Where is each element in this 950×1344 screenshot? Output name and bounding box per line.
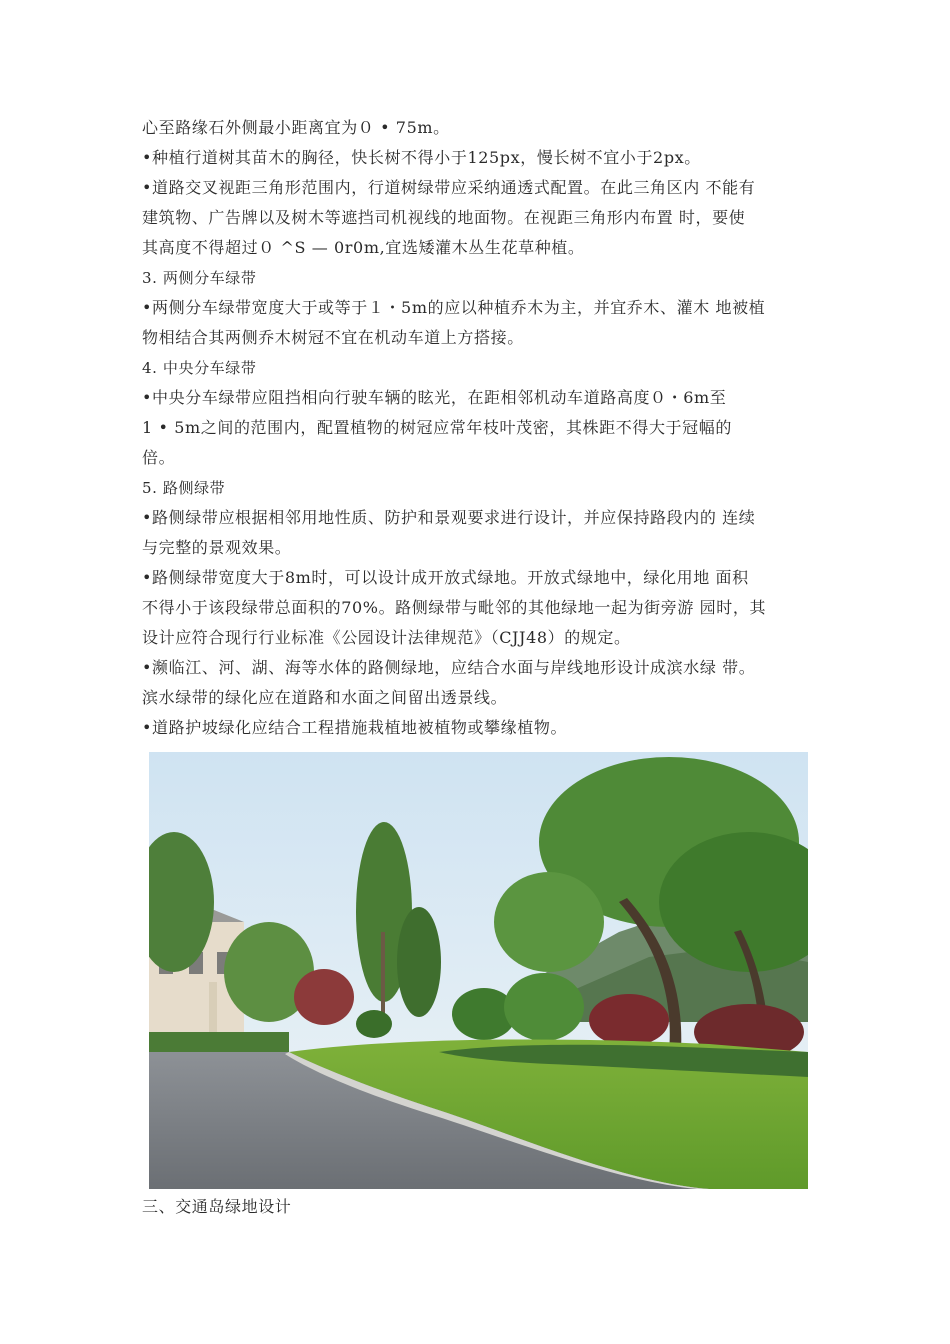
text-line: 物相结合其两侧乔木树冠不宜在机动车道上方搭接。 <box>142 328 524 347</box>
text-line: •道路交叉视距三角形范围内，行道树绿带应采纳通透式配置。在此三角区内 不能有 <box>142 178 756 197</box>
roadside-greenbelt-photo <box>149 752 808 1189</box>
text-line: 1 • 5m之间的范围内，配置植物的树冠应常年枝叶茂密，其株距不得大于冠幅的 <box>142 418 732 437</box>
section-title: 三、交通岛绿地设计 <box>142 1197 292 1216</box>
text-line: 与完整的景观效果。 <box>142 538 292 557</box>
text-line: 不得小于该段绿带总面积的70%。路侧绿带与毗邻的其他绿地一起为街旁游 园时，其 <box>142 598 767 617</box>
text-line: •两侧分车绿带宽度大于或等于１・5m的应以种植乔木为主，并宜乔木、灌木 地被植 <box>142 298 766 317</box>
subheading: 5. 路侧绿带 <box>142 479 226 497</box>
text-line: •道路护坡绿化应结合工程措施栽植地被植物或攀缘植物。 <box>142 718 568 737</box>
subheading: 3. 两侧分车绿带 <box>142 269 257 287</box>
text-line: 倍。 <box>142 448 176 467</box>
text-line: 设计应符合现行行业标准《公园设计法律规范》（CJJ48）的规定。 <box>142 628 631 647</box>
text-line: •路侧绿带宽度大于8m时，可以设计成开放式绿地。开放式绿地中，绿化用地 面积 <box>142 568 749 587</box>
text-line: •中央分车绿带应阻挡相向行驶车辆的眩光，在距相邻机动车道路高度０・6m至 <box>142 388 727 407</box>
subheading: 4. 中央分车绿带 <box>142 359 257 377</box>
text-line: •种植行道树其苗木的胸径，快长树不得小于125px，慢长树不宜小于2px。 <box>142 148 701 167</box>
text-line: 建筑物、广告牌以及树木等遮挡司机视线的地面物。在视距三角形内布置 时，要使 <box>142 208 746 227</box>
body-text <box>142 113 818 743</box>
text-line: 滨水绿带的绿化应在道路和水面之间留出透景线。 <box>142 688 508 707</box>
text-line: 心至路缘石外侧最小距离宜为０ • 75m。 <box>142 118 450 137</box>
text-line: •路侧绿带应根据相邻用地性质、防护和景观要求进行设计，并应保持路段内的 连续 <box>142 508 756 527</box>
text-line: •濒临江、河、湖、海等水体的路侧绿地，应结合水面与岸线地形设计成滨水绿 带。 <box>142 658 756 677</box>
text-line: 其高度不得超过０ ^S — 0r0m,宜选矮灌木丛生花草种植。 <box>142 238 585 257</box>
